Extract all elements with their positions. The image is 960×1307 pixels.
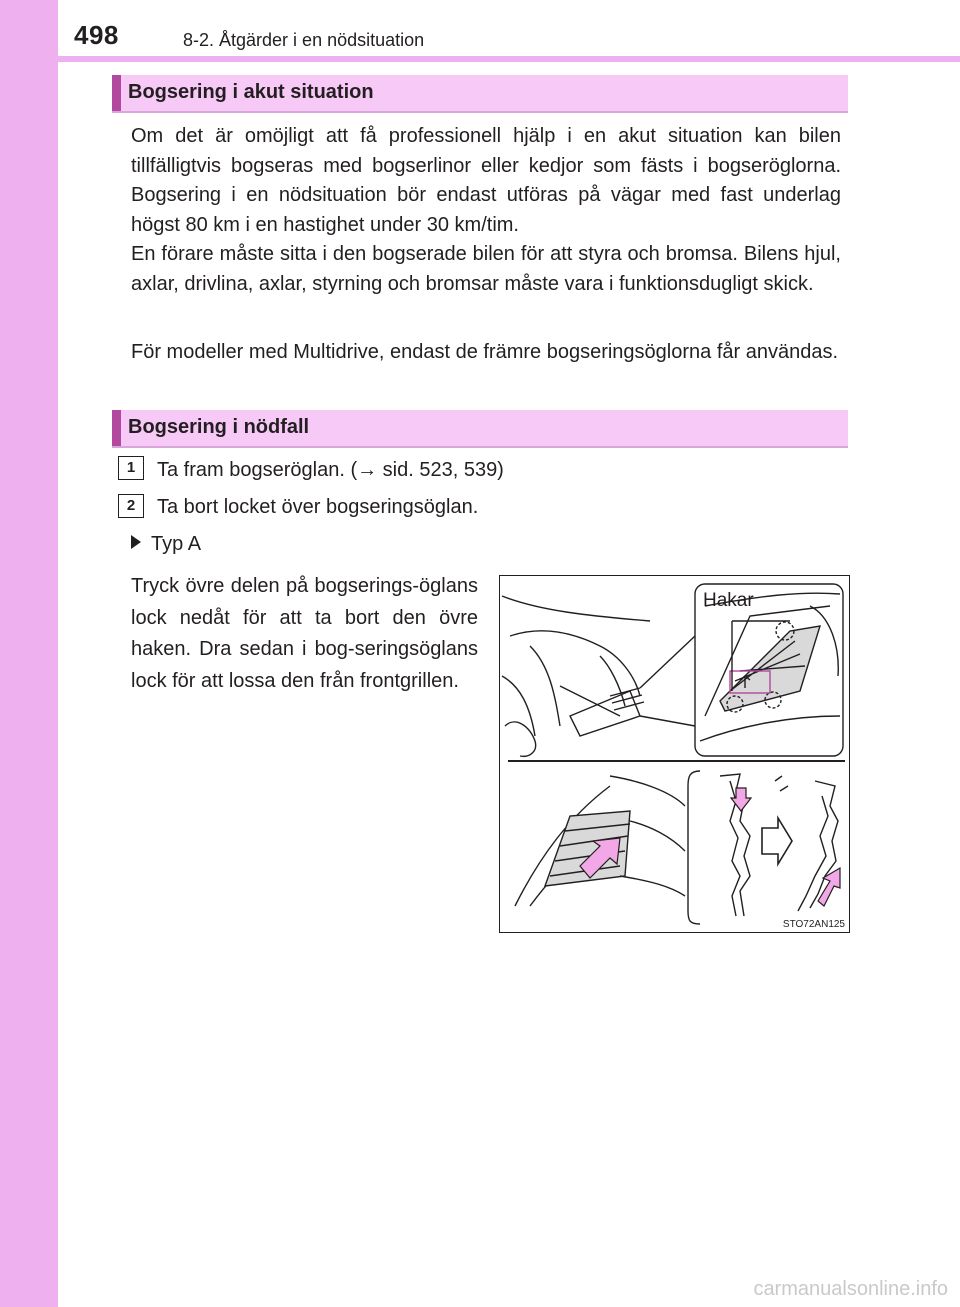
chapter-title: 8-2. Åtgärder i en nödsituation xyxy=(183,30,425,50)
step-text-1: Ta fram bogseröglan. (→ sid. 523, 539) xyxy=(157,459,504,481)
step-number-1: 1 xyxy=(118,456,144,480)
step-number-2: 2 xyxy=(118,494,144,518)
side-color-bar xyxy=(0,0,58,1307)
section-heading-text: Bogsering i akut situation xyxy=(128,81,374,103)
car-front-drawing xyxy=(500,576,849,932)
page-number: 498 xyxy=(74,20,119,50)
illustration-tow-hook-cover xyxy=(499,575,850,933)
step-text-2: Ta bort locket över bogseringsöglan. xyxy=(157,496,479,518)
paragraph-driver-requirement: En förare måste sitta i den bogserade bilen för att styra och bromsa. Bilens hjul, axlar, drivlina, axlar, styrning och bromsar måste vara i funktionsdugligt skick. xyxy=(131,243,841,295)
section-heading-nodfall xyxy=(112,410,848,448)
section-heading-akut xyxy=(112,75,848,113)
paragraph-towing-emergency: Om det är omöjligt att få professionell hjälp i en akut situation kan bilen tillfälligtvis bogseras med bogserlinor eller kedjor som fästs i bogseröglorna. Bogsering i en nödsituation bör endast utföras på vägar med fast underlag högst 80 km i en hastighet under 30 km/tim. xyxy=(131,125,841,236)
triangle-bullet-icon xyxy=(131,535,141,549)
figure-code: STO72AN125 xyxy=(782,919,845,930)
bullet-type-a xyxy=(131,533,201,556)
paragraph-multidrive: För modeller med Multidrive, endast de främre bogseringsöglorna får användas. xyxy=(131,341,839,363)
section-heading-text: Bogsering i nödfall xyxy=(128,416,310,438)
watermark: carmanualsonline.info xyxy=(753,1278,948,1300)
figure-callout-hakar: Hakar xyxy=(703,590,754,611)
bullet-label: Typ A xyxy=(151,533,202,555)
instruction-paragraph: Tryck övre delen på bogserings-öglans lock nedåt för att ta bort den övre haken. Dra sedan i bog-seringsöglans lock för att lossa den från frontgrillen. xyxy=(131,575,478,692)
